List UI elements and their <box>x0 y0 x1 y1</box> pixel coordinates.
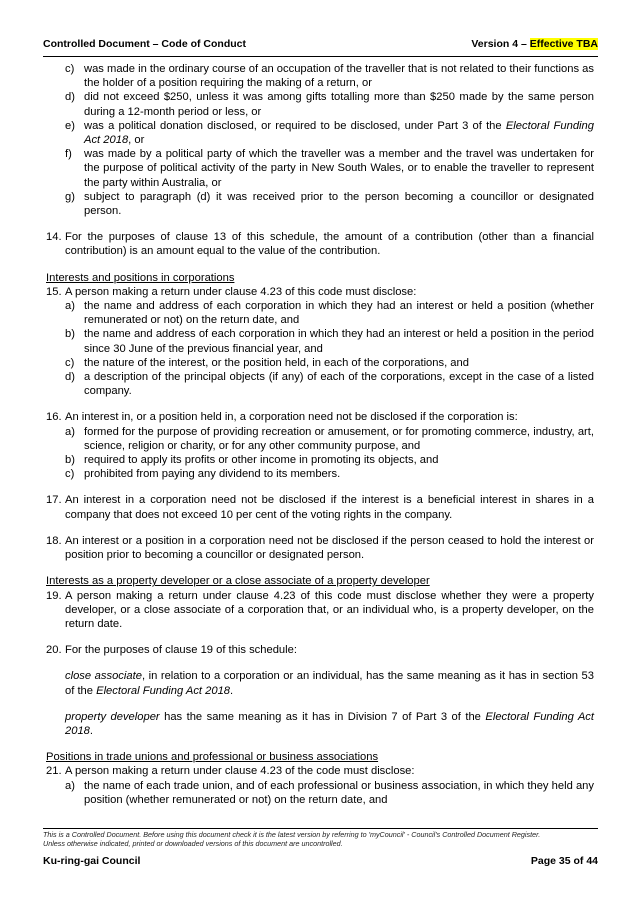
clause-15 <box>46 285 594 299</box>
list-text: required to apply its profits or other income in promoting its objects, and <box>84 454 439 467</box>
document-body <box>46 62 594 807</box>
footer-divider <box>43 828 598 829</box>
clause-number: 21. <box>46 765 62 778</box>
clause-17 <box>46 493 594 521</box>
notice-line: Unless otherwise indicated, printed or downloaded versions of this document are uncontrolled. <box>43 839 343 848</box>
clause-number: 14. <box>46 231 62 244</box>
clause-number: 18. <box>46 534 62 547</box>
list-text: did not exceed $250, unless it was among gifts totalling more than $250 made by the same person during a 12-month period or less, or <box>84 91 594 118</box>
page-number: Page 35 of 44 <box>530 855 598 867</box>
list-label: c) <box>65 468 75 481</box>
clause-20 <box>46 643 594 657</box>
list-text: the nature of the interest, or the position held, in each of the corporations, and <box>84 356 469 369</box>
list-item <box>46 62 594 90</box>
list-item <box>46 327 594 355</box>
page-header <box>43 38 598 54</box>
clause-19 <box>46 589 594 632</box>
list-label: d) <box>65 91 75 104</box>
clause-text: A person making a return under clause 4.23 of the code must disclose: <box>65 765 415 778</box>
definition-close-associate <box>46 669 594 697</box>
list-item <box>46 119 594 147</box>
clause-number: 19. <box>46 589 62 602</box>
list-item <box>46 453 594 467</box>
clause-number: 17. <box>46 494 62 507</box>
clause-text: For the purposes of clause 13 of this schedule, the amount of a contribution (other than a financial contribution) is an amount equal to the value of the contribution. <box>65 231 594 258</box>
list-item <box>46 90 594 118</box>
list-item <box>46 370 594 398</box>
list-text: was made in the ordinary course of an occupation of the traveller that is not related to their functions as the holder of a position requiring the making of a return, or <box>84 63 594 90</box>
version-label <box>471 38 598 50</box>
act-title: Electoral Funding Act 2018 <box>84 119 594 147</box>
organisation-name: Ku-ring-gai Council <box>43 855 141 867</box>
list-item <box>46 299 594 327</box>
act-title: Electoral Funding Act 2018 <box>96 684 231 697</box>
page-footer <box>43 855 598 869</box>
clause-text: An interest in, or a position held in, a corporation need not be disclosed if the corporation is: <box>65 411 518 424</box>
list-text: a description of the principal objects (if any) of each of the corporations, except in the case of a listed company. <box>84 371 594 398</box>
definition-property-developer <box>46 710 594 738</box>
section-heading-corporations: Interests and positions in corporations <box>46 271 235 284</box>
notice-line: This is a Controlled Document. Before using this document check it is the latest version by referring to 'myCouncil' - Council's Controlled Document Register. <box>43 830 541 839</box>
definition-text: has the same meaning as it has in Division 7 of Part 3 of the <box>159 710 486 723</box>
clause-number: 16. <box>46 411 62 424</box>
list-item <box>46 467 594 481</box>
definition-end: . <box>89 724 93 737</box>
clause-16 <box>46 410 594 424</box>
document-title: Controlled Document – Code of Conduct <box>43 38 246 50</box>
list-text-end: , or <box>128 134 145 147</box>
clause-text: For the purposes of clause 19 of this schedule: <box>65 644 297 657</box>
section-heading-unions: Positions in trade unions and professional or business associations <box>46 751 379 764</box>
list-label: e) <box>65 119 75 132</box>
list-text: the name of each trade union, and of each professional or business association, in which they held any position (whether remunerated or not) on the return date, and <box>84 779 594 806</box>
list-label: d) <box>65 371 75 384</box>
clause-number: 15. <box>46 285 62 298</box>
clause-21 <box>46 764 594 778</box>
act-title: Electoral Funding Act 2018 <box>65 710 594 737</box>
list-item <box>46 425 594 453</box>
clause-number: 20. <box>46 644 62 657</box>
clause-18 <box>46 534 594 562</box>
list-text: formed for the purpose of providing recreation or amusement, or for promoting commerce, industry, art, science, religion or charity, or for any other community purpose, and <box>84 425 594 452</box>
list-label: b) <box>65 454 75 467</box>
list-label: b) <box>65 328 75 341</box>
list-text: was a political donation disclosed, or required to be disclosed, under Part 3 of the <box>84 119 506 132</box>
list-text: prohibited from paying any dividend to its members. <box>84 468 341 481</box>
list-text: the name and address of each corporation in which they had an interest or held a position in the period since 30 June of the previous financial year, and <box>84 328 594 355</box>
header-divider <box>43 56 598 57</box>
list-label: c) <box>65 63 75 75</box>
clause-text: A person making a return under clause 4.23 of this code must disclose whether they were a property developer, or a close associate of a corporation that, or an individual who, is a property developer, on the return date. <box>65 589 594 630</box>
controlled-document-notice <box>43 830 598 848</box>
list-text: subject to paragraph (d) it was received prior to the person becoming a councillor or designated person. <box>84 190 594 218</box>
defined-term: property developer <box>65 710 160 723</box>
clause-14 <box>46 230 594 258</box>
version-number: Version 4 – <box>471 38 530 50</box>
list-text: was made by a political party of which the traveller was a member and the travel was undertaken for the purpose of political activity of the party in New South Wales, or to enable the traveller to represent the party within Australia, or <box>84 148 594 189</box>
list-item <box>46 147 594 190</box>
list-text: the name and address of each corporation in which they had an interest or held a position (whether remunerated or not) on the return date, and <box>84 300 594 327</box>
clause-text: An interest or a position in a corporation need not be disclosed if the person ceased to hold the interest or position prior to becoming a councillor or designated person. <box>65 534 594 562</box>
clause-text: An interest in a corporation need not be disclosed if the interest is a beneficial interest in shares in a company that does not exceed 10 per cent of the voting rights in the company. <box>65 494 594 521</box>
defined-term: close associate <box>65 670 142 683</box>
list-label: a) <box>65 300 75 313</box>
list-label: c) <box>65 356 75 369</box>
clause-text: A person making a return under clause 4.23 of this code must disclose: <box>65 285 417 298</box>
list-item <box>46 190 594 218</box>
list-label: g) <box>65 190 75 203</box>
definition-text: , in relation to a corporation or an individual, has the same meaning as it has in section 53 of the <box>65 670 594 697</box>
list-item <box>46 779 594 807</box>
list-item <box>46 356 594 370</box>
list-label: a) <box>65 779 75 792</box>
effective-date-highlight: Effective TBA <box>529 38 598 50</box>
list-label: f) <box>65 148 72 161</box>
definition-end: . <box>230 684 234 697</box>
section-heading-developer: Interests as a property developer or a close associate of a property developer <box>46 575 430 588</box>
list-label: a) <box>65 425 75 438</box>
